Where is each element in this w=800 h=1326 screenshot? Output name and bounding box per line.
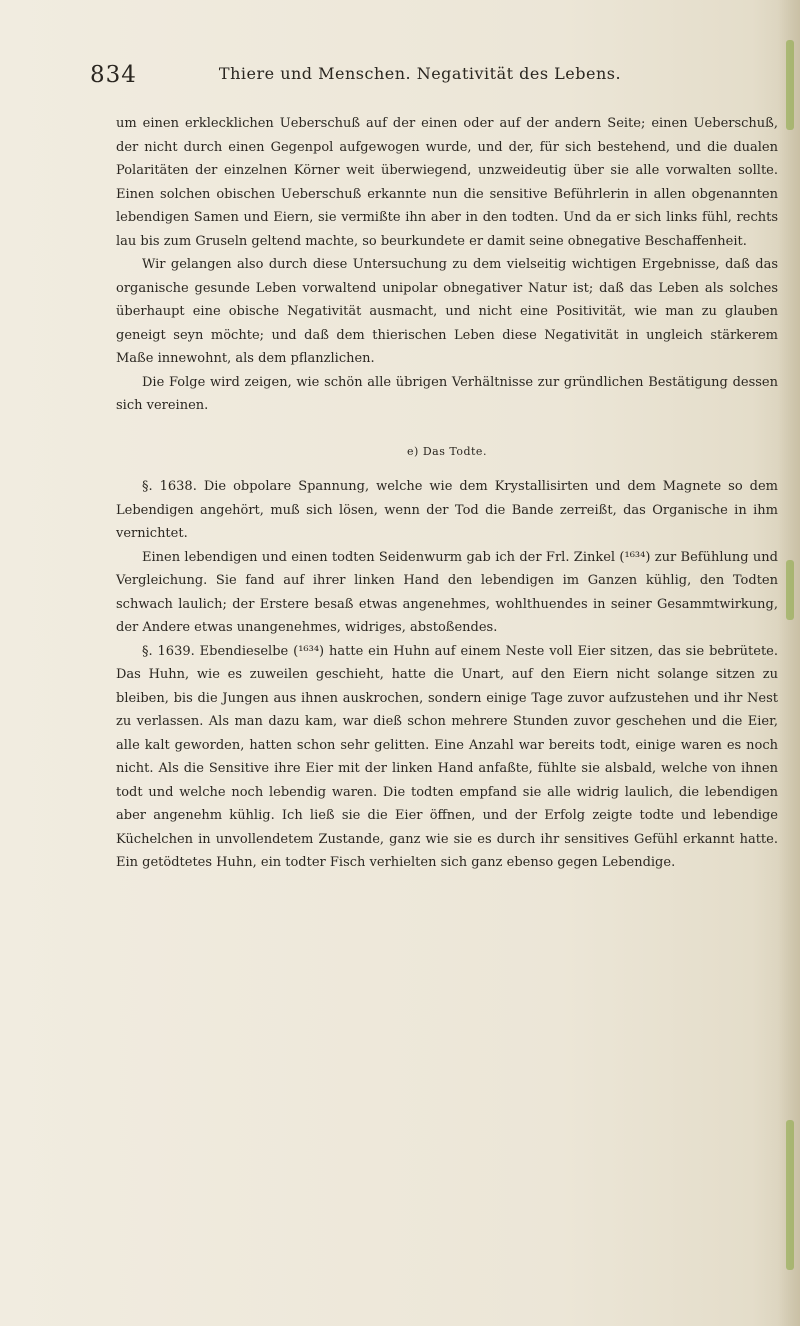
page-edge-shadow	[778, 0, 800, 1326]
paragraph: Einen lebendigen und einen todten Seidenwurm gab ich der Frl. Zinkel (¹⁶³⁴) zur Befühlung und Vergleichung. Sie fand auf ihrer linken Hand den lebendigen im Ganzen kühlig, den Todten schwach laulich; der Erstere besaß etwas angenehmes, wohlthuendes in seiner Gesammtwirkung, der Andere etwas unangenehmes, widriges, abstoßendes.	[116, 549, 778, 635]
page-edge-tab	[786, 1120, 794, 1270]
page-number: 834	[90, 62, 137, 88]
paragraph: §. 1639. Ebendieselbe (¹⁶³⁴) hatte ein Huhn auf einem Neste voll Eier sitzen, das sie bebrütete. Das Huhn, wie es zuweilen geschieht, hatte die Unart, auf den Eiern nicht solange sitzen zu bleiben, bis die Jungen aus ihnen auskrochen, sondern einige Tage zuvor aufzustehen und ihr Nest zu verlassen. Als man dazu kam, war dieß schon mehrere Stunden zuvor geschehen und die Eier, alle kalt geworden, hatten schon sehr gelitten. Eine Anzahl war bereits todt, einige waren es noch nicht. Als die Sensitive ihre Eier mit der linken Hand anfaßte, fühlte sie alsbald, welche von ihnen todt und welche noch lebendig waren. Die todten empfand sie alle widrig laulich, die lebendigen aber angenehm kühlig. Ich ließ sie die Eier öffnen, und der Erfolg zeigte todte und lebendige Küchelchen in unvollendetem Zustande, ganz wie sie es durch ihr sensitives Gefühl erkannt hatte. Ein getödtetes Huhn, ein todter Fisch verhielten sich ganz ebenso gegen Lebendige.	[116, 643, 778, 870]
section-heading: e) Das Todte.	[407, 444, 487, 458]
page-edge-tab	[786, 560, 794, 620]
running-title: Thiere und Menschen. Negativität des Lebens.	[218, 64, 622, 83]
paragraph: Wir gelangen also durch diese Untersuchung zu dem vielseitig wichtigen Ergebnisse, daß das organische gesunde Leben vorwaltend unipolar obnegativer Natur ist; daß das Leben als solches überhaupt eine obische Negativität ausmacht, und nicht eine Positivität, wie man zu glauben geneigt seyn möchte; und daß dem thierischen Leben diese Negativität in ungleich stärkerem Maße innewohnt, als dem pflanzlichen.	[116, 257, 778, 366]
page-edge-tab	[786, 40, 794, 130]
paragraph: um einen erklecklichen Ueberschuß auf der einen oder auf der andern Seite; einen Ueberschuß, der nicht durch einen Gegenpol aufgewogen wurde, und der, für sich bestehend, und die dualen Polaritäten der einzelnen Körner weit überwiegend, unzweideutig über sie alle vorwalten sollte. Einen solchen obischen Ueberschuß erkannte nun die sensitive Beführlerin in allen obgenannten lebendigen Samen und Eiern, sie vermißte ihn aber in den todten. Und da er sich links fühl, rechts lau bis zum Gruseln geltend machte, so beurkundete er damit seine obnegative Beschaffenheit.	[116, 116, 778, 249]
paragraph: §. 1638. Die obpolare Spannung, welche wie dem Krystallisirten und dem Magnete so dem Lebendigen angehört, muß sich lösen, wenn der Tod die Bande zerreißt, das Organische in ihm vernichtet.	[116, 479, 778, 541]
body-text	[116, 112, 778, 875]
paragraph: Die Folge wird zeigen, wie schön alle übrigen Verhältnisse zur gründlichen Bestätigung dessen sich vereinen.	[116, 374, 778, 413]
page-header	[90, 62, 750, 92]
